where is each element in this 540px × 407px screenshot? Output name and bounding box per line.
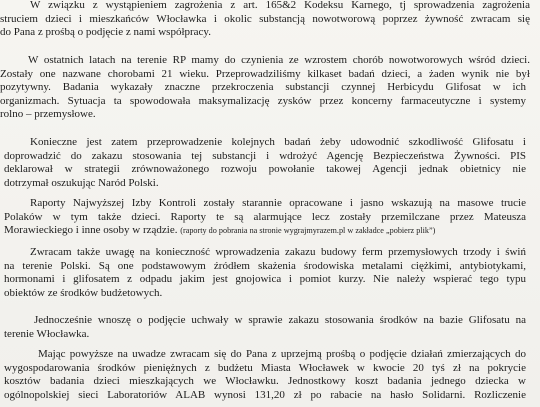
paragraph-4 [0,197,540,238]
text-line: pozytywny. Badania wykazały znaczne przekroczenia substancji czynnej Herbicydu Glifosat w ich [0,81,526,94]
text-line: struciem dzieci i mieszkańców Włocławka i okolic substancją nowotworową poprzez żywność zwracam się [0,12,530,25]
paragraph-1 [0,0,540,40]
text-line: na terenie Polski. Są one podstawowym źródłem skażenia środowiska metalami ciężkimi, antybiotykami, [4,259,526,272]
text-line: rolno – przemysłowe. [0,108,96,121]
text-line: terenie Włocławka. [4,327,90,340]
paragraph-2 [0,54,540,122]
text-line: organizmach. Sytuacja ta spowodowała maksymalizację zysków przez koncerny farmaceutyczne i systemy [0,94,526,107]
download-note: (raporty do pobrania na stronie wygrajmyrazem.pl w zakładce „pobierz plik”) [180,226,436,236]
text-line: W ostatnich latach na terenie RP mamy do czynienia ze wzrostem chorób nowotworowych wśród dzieci. [28,54,530,66]
text-line: dotrzymał oszukując Naród Polski. [4,176,159,189]
text-line: Konieczne jest zatem przeprowadzenie kolejnych badań żeby udowodnić szkodliwość Glifosatu i [30,136,526,148]
paragraph-7 [0,348,540,402]
text-line: deklarował w strategii zrównoważonego rozwoju powołanie takowej Agencji jednak obietnicy nie [4,163,526,176]
paragraph-6 [0,314,540,341]
text-line: kosztów badania dzieci mieszkających we Włocławku. Jednostkowy koszt badania jednego dziecka w [4,375,526,388]
paragraph-5 [0,246,540,300]
text-line: do Pana z prośbą o podjęcie z nami współpracy. [0,26,211,39]
text-line: Raporty Najwyższej Izby Kontroli zostały starannie opracowane i jasno wskazują na masowe trucie [30,197,526,209]
paragraph-3 [0,136,540,190]
text-line: W związku z wystąpieniem zagrożenia z art. 165&2 Kodeksu Karnego, tj sprowadzenia zagrożenia [30,0,530,11]
text-line: doprowadzić do zakazu stosowania tej substancji i wdrożyć Agencję Bezpieczeństwa Żywności. PIS [4,149,526,162]
text-line: wygospodarowania środków pieniężnych z budżetu Miasta Włocławek w kwocie 20 tyś zł na pokrycie [4,361,526,374]
text-line-main: Morawieckiego i inne osoby w rządzie. [4,224,178,237]
text-line: Polaków w tym także dzieci. Raporty te są alarmujące lecz zostały przemilczane przez Mateusza [4,210,526,223]
text-line: ogólnopolskiej sieci Laboratoriów ALAB wynosi 131,20 zł po rabacie na hasło Solidarni. Rozliczenie [4,388,526,401]
text-line [4,224,540,238]
text-line: Mając powyższe na uwadze zwracam się do Pana z uprzejmą prośbą o podjęcie działań zmierzających do [38,348,526,360]
text-line: Zwracam także uwagę na konieczność wprowadzenia zakazu budowy ferm przemysłowych trzody i świń [30,246,526,258]
text-line: obiektów ze środków budżetowych. [4,286,163,299]
text-line: Jednocześnie wnoszę o podjęcie uchwały w sprawie zakazu stosowania środków na bazie Glifosatu na [34,314,526,326]
text-line: Zostały one nazwane chorobami 21 wieku. Przeprowadziliśmy kilkaset badań dzieci, a żaden wynik nie był [0,67,530,80]
text-line: hormonami i glifosatem z odpadu jakim jest gnojowica i pomiot kurzy. Nie należy wspierać tego typu [4,273,526,286]
